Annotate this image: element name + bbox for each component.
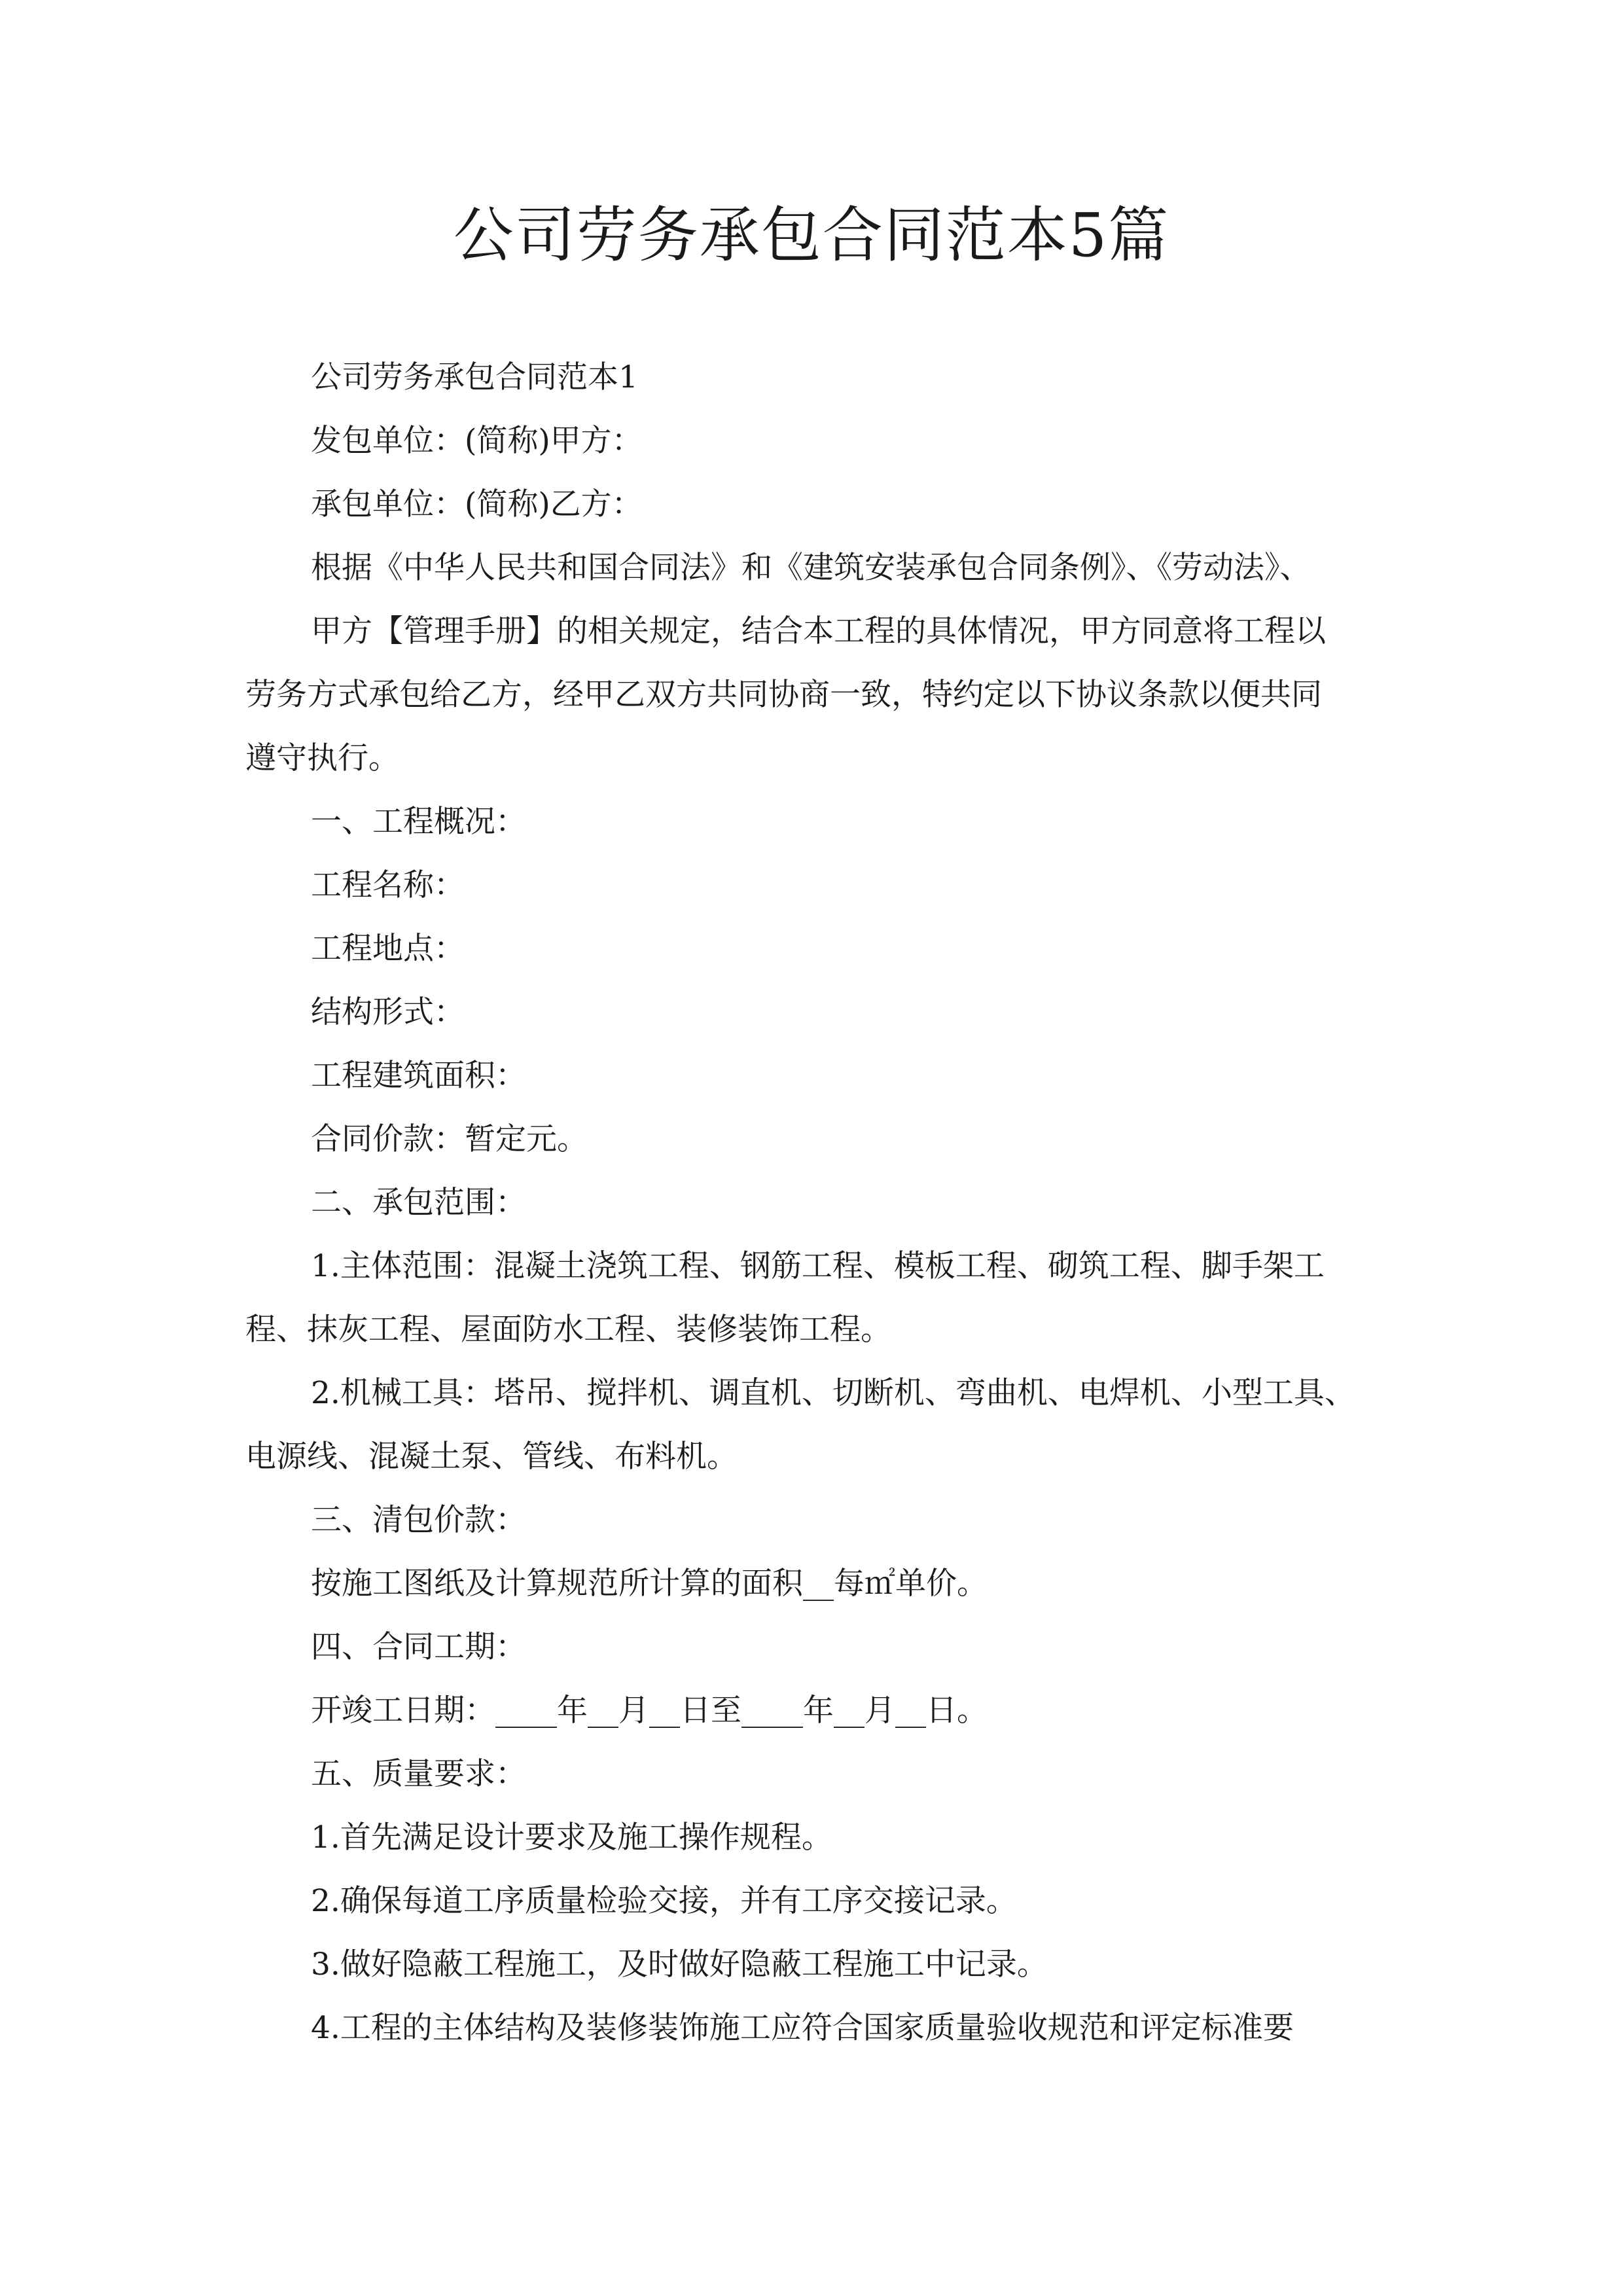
paragraph-line: 工程名称： (311, 867, 465, 903)
paragraph-line: 承包单位：(简称)乙方： (311, 486, 643, 522)
paragraph-line: 结构形式： (311, 994, 465, 1030)
document-body (245, 346, 1384, 2060)
paragraph-line: 程、抹灰工程、屋面防水工程、装修装饰工程。 (245, 1312, 891, 1348)
section-heading: 五、质量要求： (311, 1756, 526, 1792)
paragraph-line: 按施工图纸及计算规范所计算的面积__每㎡单价。 (311, 1566, 988, 1602)
paragraph-line: 2.机械工具：塔吊、搅拌机、调直机、切断机、弯曲机、电焊机、小型工具、 (311, 1375, 1355, 1411)
paragraph-line: 遵守执行。 (245, 740, 399, 776)
paragraph-line: 甲方【管理手册】的相关规定，结合本工程的具体情况，甲方同意将工程以 (311, 613, 1326, 649)
paragraph-line: 开竣工日期：____年__月__日至____年__月__日。 (311, 1693, 988, 1729)
section-heading: 一、工程概况： (311, 804, 526, 840)
paragraph-line: 3.做好隐蔽工程施工，及时做好隐蔽工程施工中记录。 (311, 1946, 1048, 1982)
paragraph-line: 工程地点： (311, 931, 465, 967)
section-heading: 三、清包价款： (311, 1502, 526, 1538)
paragraph-line: 公司劳务承包合同范本1 (311, 359, 638, 395)
paragraph-line: 2.确保每道工序质量检验交接，并有工序交接记录。 (311, 1883, 1017, 1919)
paragraph-line: 1.首先满足设计要求及施工操作规程。 (311, 1820, 832, 1856)
paragraph-line: 根据《中华人民共和国合同法》和《建筑安装承包合同条例》、《劳动法》、 (311, 550, 1311, 586)
paragraph-line: 电源线、混凝土泵、管线、布料机。 (245, 1439, 738, 1475)
section-heading: 四、合同工期： (311, 1629, 526, 1665)
section-heading: 二、承包范围： (311, 1185, 526, 1221)
paragraph-line: 发包单位：(简称)甲方： (311, 423, 643, 459)
document-title: 公司劳务承包合同范本5篇 (453, 200, 1170, 270)
paragraph-line: 1.主体范围：混凝土浇筑工程、钢筋工程、模板工程、砌筑工程、脚手架工 (311, 1248, 1325, 1284)
paragraph-line: 劳务方式承包给乙方，经甲乙双方共同协商一致，特约定以下协议条款以便共同 (245, 677, 1322, 713)
paragraph-line: 工程建筑面积： (311, 1058, 526, 1094)
paragraph-line: 合同价款：暂定元。 (311, 1121, 588, 1157)
paragraph-line: 4.工程的主体结构及装修装饰施工应符合国家质量验收规范和评定标准要 (311, 2010, 1294, 2046)
